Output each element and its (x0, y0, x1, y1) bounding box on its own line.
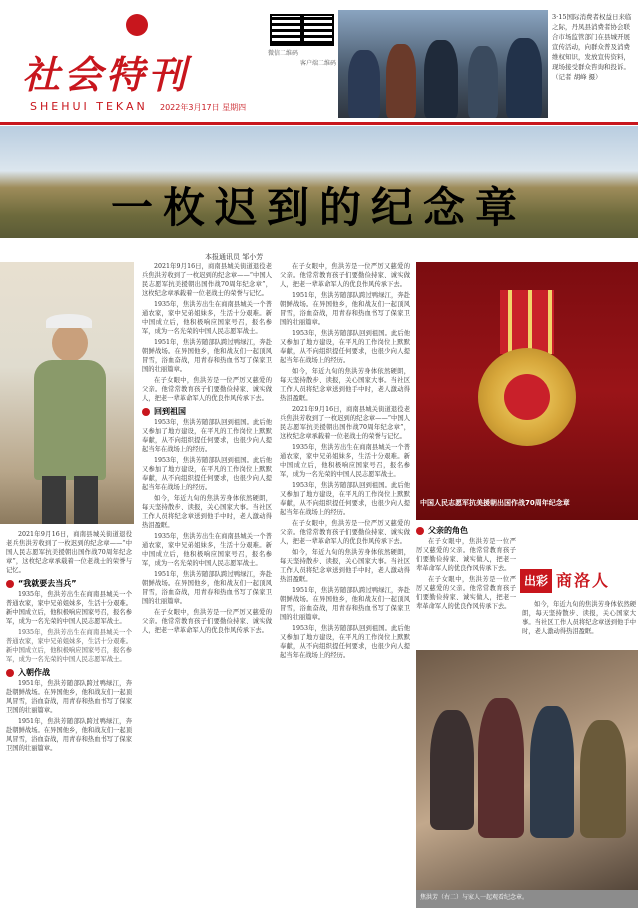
column-badge: 出彩 (520, 569, 552, 593)
news-photo (338, 10, 548, 118)
section-body: 1951年，焦洪芳随部队跨过鸭绿江，奔赴朝鲜战场。在异国他乡，他和战友们一起顶风冒雪，浴血奋战，用青春和热血书写了保家卫国的壮丽篇章。 (6, 680, 132, 714)
section-body: 在子女眼中，焦洪芳是一位严厉又慈爱的父亲。他常常教育孩子们要勤俭持家、诚实做人，把老一辈革命军人的优良作风传承下去。 (416, 538, 516, 572)
section-body: 1951年，焦洪芳随部队跨过鸭绿江，奔赴朝鲜战场。在异国他乡，他和战友们一起顶风冒雪，浴血奋战，用青春和热血书写了保家卫国的壮丽篇章。 (6, 718, 132, 752)
section-body: 如今，年近九旬的焦洪芳身体依然硬朗，每天坚持散步、读报，关心国家大事。当社区工作人员将纪念章送到他手中时，老人激动得热泪盈眶。 (522, 601, 636, 635)
page-title: 社会特刊 (22, 53, 191, 97)
byline: 本报通讯员 邹小芳 (205, 253, 264, 261)
divider (0, 122, 638, 125)
article-column-mid-a (142, 262, 272, 902)
issue-date: 2022年3月17日 星期四 (160, 103, 247, 112)
medal-caption: 中国人民志愿军抗美援朝出国作战70周年纪念章 (420, 499, 570, 507)
section-heading: 父亲的角色 (416, 524, 516, 537)
veteran-portrait-photo (0, 262, 134, 524)
article-paragraph: 在子女眼中，焦洪芳是一位严厉又慈爱的父亲。他常常教育孩子们要勤俭持家、诚实做人，把老一辈革命军人的优良作风传承下去。 (142, 609, 272, 634)
photo-caption: 3·15国际消费者权益日来临之际，丹凤县消费者协会联合市场监管部门在县城开展宣传活动，向群众普及消费维权知识，发放宣传资料，现场接受群众咨询和投诉。（记者 胡峰 摄） (552, 13, 632, 81)
page-title-pinyin: SHEHUI TEKAN (30, 100, 148, 113)
article-paragraph: 1935年，焦洪芳出生在商南县城关一个普通农家，家中兄弟姐妹多，生活十分艰难。新中国成立后，他积极响应国家号召，报名参军，成为一名光荣的中国人民志愿军战士。 (280, 444, 410, 478)
section-body: 1953年，焦洪芳随部队回到祖国。此后他又参加了地方建设，在平凡的工作岗位上默默奉献，从不向组织提任何要求，也很少向人提起当年在战场上的经历。 (142, 457, 272, 491)
article-paragraph: 1953年，焦洪芳随部队回到祖国。此后他又参加了地方建设，在平凡的工作岗位上默默奉献，从不向组织提任何要求，也很少向人提起当年在战场上的经历。 (280, 482, 410, 516)
article-paragraph: 1951年，焦洪芳随部队跨过鸭绿江，奔赴朝鲜战场。在异国他乡，他和战友们一起顶风冒雪，浴血奋战，用青春和热血书写了保家卫国的壮丽篇章。 (142, 339, 272, 373)
qr-code-icon (302, 14, 334, 46)
headline: 一枚迟到的纪念章 (110, 183, 527, 232)
section-body: 在子女眼中，焦洪芳是一位严厉又慈爱的父亲。他常常教育孩子们要勤俭持家、诚实做人，把老一辈革命军人的优良作风传承下去。 (416, 576, 516, 610)
article-paragraph: 2021年9月16日，商南县城关街道退役老兵焦洪芳收到了一枚迟到的纪念章——“中国人民志愿军抗美援朝出国作战70周年纪念章”，这枚纪念章承载着一位老战士的荣誉与记忆。 (142, 263, 272, 297)
section-body: 1953年，焦洪芳随部队回到祖国。此后他又参加了地方建设，在平凡的工作岗位上默默奉献，从不向组织提任何要求，也很少向人提起当年在战场上的经历。 (142, 419, 272, 453)
bullet-icon (416, 527, 424, 535)
section-heading: 回到祖国 (142, 405, 272, 418)
article-paragraph: 1951年，焦洪芳随部队跨过鸭绿江，奔赴朝鲜战场。在异国他乡，他和战友们一起顶风冒雪，浴血奋战，用青春和热血书写了保家卫国的壮丽篇章。 (142, 571, 272, 605)
article-column-right (416, 524, 516, 646)
article-paragraph: 1935年，焦洪芳出生在商南县城关一个普通农家，家中兄弟姐妹多，生活十分艰难。新中国成立后，他积极响应国家号召，报名参军，成为一名光荣的中国人民志愿军战士。 (142, 301, 272, 335)
article-paragraph: 1951年，焦洪芳随部队跨过鸭绿江，奔赴朝鲜战场。在异国他乡，他和战友们一起顶风冒雪，浴血奋战，用青春和热血书写了保家卫国的壮丽篇章。 (280, 587, 410, 621)
article-paragraph: 如今，年近九旬的焦洪芳身体依然硬朗，每天坚持散步、读报，关心国家大事。当社区工作人员将纪念章送到他手中时，老人激动得热泪盈眶。 (280, 368, 410, 402)
article-paragraph: 如今，年近九旬的焦洪芳身体依然硬朗，每天坚持散步、读报，关心国家大事。当社区工作人员将纪念章送到他手中时，老人激动得热泪盈眶。 (142, 495, 272, 529)
article-column-left (6, 530, 132, 900)
section-heading: 入朝作战 (6, 666, 132, 679)
article-column-mid-b (280, 262, 410, 902)
medal-photo (416, 262, 638, 520)
section-body: 1935年，焦洪芳出生在商南县城关一个普通农家，家中兄弟姐妹多，生活十分艰难。新中国成立后，他积极响应国家号召，报名参军，成为一名光荣的中国人民志愿军战士。 (6, 591, 132, 625)
article-paragraph: 1953年，焦洪芳随部队回到祖国。此后他又参加了地方建设，在平凡的工作岗位上默默奉献，从不向组织提任何要求，也很少向人提起当年在战场上的经历。 (280, 625, 410, 659)
section-heading: “我就要去当兵” (6, 577, 132, 590)
article-paragraph: 在子女眼中，焦洪芳是一位严厉又慈爱的父亲。他常常教育孩子们要勤俭持家、诚实做人，把老一辈革命军人的优良作风传承下去。 (280, 263, 410, 288)
article-column-right-b (522, 600, 636, 646)
column-badge-text: 商洛人 (556, 571, 611, 590)
newspaper-emblem-icon (126, 14, 148, 36)
photo-caption: 焦洪芳（右二）与家人一起观看纪念章。 (420, 894, 529, 901)
family-photo (416, 650, 638, 890)
article-paragraph: 1951年，焦洪芳随部队跨过鸭绿江，奔赴朝鲜战场。在异国他乡，他和战友们一起顶风冒雪，浴血奋战，用青春和热血书写了保家卫国的壮丽篇章。 (280, 292, 410, 326)
article-paragraph: 在子女眼中，焦洪芳是一位严厉又慈爱的父亲。他常常教育孩子们要勤俭持家、诚实做人，把老一辈革命军人的优良作风传承下去。 (280, 520, 410, 545)
qr-label: 客户端二维码 (300, 60, 337, 67)
qr-label: 微信二维码 (268, 50, 299, 57)
article-paragraph: 1935年，焦洪芳出生在商南县城关一个普通农家，家中兄弟姐妹多，生活十分艰难。新中国成立后，他积极响应国家号召，报名参军，成为一名光荣的中国人民志愿军战士。 (142, 533, 272, 567)
article-intro: 2021年9月16日，商南县城关街道退役老兵焦洪芳收到了一枚迟到的纪念章——“中国人民志愿军抗美援朝出国作战70周年纪念章”，这枚纪念章承载着一位老战士的荣誉与记忆。 (6, 531, 132, 574)
article-paragraph: 在子女眼中，焦洪芳是一位严厉又慈爱的父亲。他常常教育孩子们要勤俭持家、诚实做人，把老一辈革命军人的优良作风传承下去。 (142, 377, 272, 402)
qr-code-icon (270, 14, 302, 46)
article-paragraph: 如今，年近九旬的焦洪芳身体依然硬朗，每天坚持散步、读报，关心国家大事。当社区工作人员将纪念章送到他手中时，老人激动得热泪盈眶。 (280, 549, 410, 583)
article-paragraph: 2021年9月16日，商南县城关街道退役老兵焦洪芳收到了一枚迟到的纪念章——“中国人民志愿军抗美援朝出国作战70周年纪念章”，这枚纪念章承载着一位老战士的荣誉与记忆。 (280, 406, 410, 440)
article-paragraph: 1953年，焦洪芳随部队回到祖国。此后他又参加了地方建设，在平凡的工作岗位上默默奉献，从不向组织提任何要求，也很少向人提起当年在战场上的经历。 (280, 330, 410, 364)
bullet-icon (142, 408, 150, 416)
bullet-icon (6, 580, 14, 588)
section-body: 1935年，焦洪芳出生在商南县城关一个普通农家，家中兄弟姐妹多，生活十分艰难。新中国成立后，他积极响应国家号召，报名参军，成为一名光荣的中国人民志愿军战士。 (6, 629, 132, 663)
bullet-icon (6, 669, 14, 677)
